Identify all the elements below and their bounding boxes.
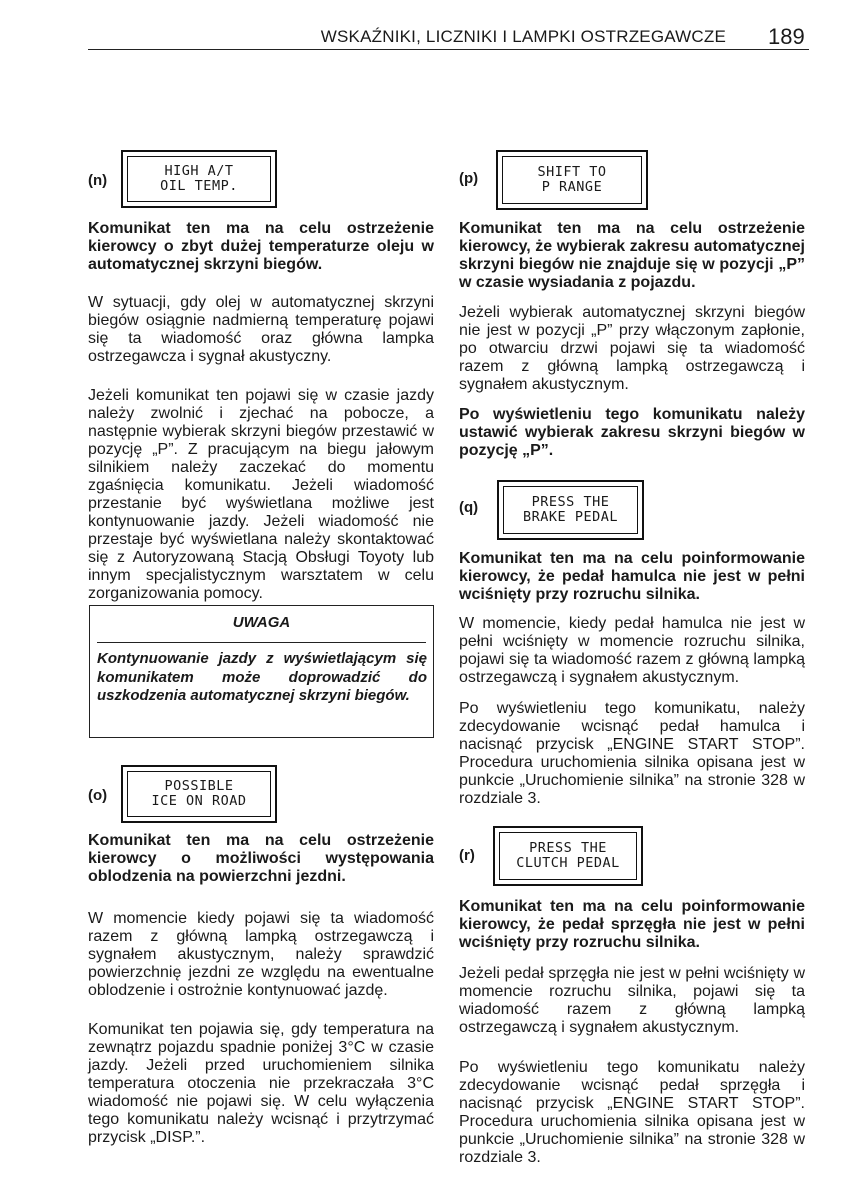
display-line-2: P RANGE <box>541 179 603 195</box>
q-paragraph-1: W momencie, kiedy pedał hamulca nie jest w pełni wciśnięty w momencie rozruchu silnika, pojawi się ta wiadomość razem z główną lampką ostrzegawczą i sygnałem akustycznym. <box>459 615 805 686</box>
o-heading: Komunikat ten ma na celu ostrzeżenie kierowcy o możliwości występowania oblodzenia na powierzchni jezdni. <box>88 832 434 885</box>
header-rule <box>88 49 809 50</box>
running-header: WSKAŹNIKI, LICZNIKI I LAMPKI OSTRZEGAWCZE <box>320 27 726 46</box>
item-label-o: (o) <box>88 787 108 804</box>
warning-title: UWAGA <box>232 614 291 631</box>
o-paragraph-1: W momencie kiedy pojawi się ta wiadomość razem z główną lampką ostrzegawczą i sygnałem akustycznym, należy sprawdzić powierzchnię jezdni ze względu na ewentualne oblodzenie i ostrożnie kontynuować jazdę. <box>88 910 434 999</box>
display-line-2: CLUTCH PEDAL <box>516 855 620 871</box>
n-paragraph-1: W sytuacji, gdy olej w automatycznej skrzyni biegów osiągnie nadmierną temperaturę pojawi się ta wiadomość oraz główna lampka ostrzegawcza i sygnał akustyczny. <box>88 294 434 365</box>
q-paragraph-2: Po wyświetleniu tego komunikatu, należy zdecydowanie wcisnąć pedał hamulca i nacisnąć przycisk „ENGINE START STOP”. Procedura uruchomienia silnika opisana jest w punkcie „Uruchomienie silnika” na stronie 328 w rozdziale 3. <box>459 700 805 807</box>
q-heading: Komunikat ten ma na celu poinformowanie kierowcy, że pedał hamulca nie jest w pełni wciśnięty przy rozruchu silnika. <box>459 550 805 603</box>
p-heading: Komunikat ten ma na celu ostrzeżenie kierowcy, że wybierak zakresu automatycznej skrzyni biegów nie znajduje się w pozycji „P” w czasie wysiadania z pojazdu. <box>459 220 805 291</box>
o-paragraph-2: Komunikat ten pojawia się, gdy temperatura na zewnątrz pojazdu spadnie poniżej 3°C w czasie jazdy. Jeżeli przed uruchomieniem silnika temperatura otoczenia nie przekraczała 3°C wiadomość nie pojawi się. W celu wyłączenia tego komunikatu należy wcisnąć i przytrzymać przycisk „DISP.”. <box>88 1021 434 1146</box>
display-high-at-oil-temp <box>121 150 277 208</box>
display-shift-to-p-range <box>496 150 648 210</box>
display-line-1: SHIFT TO <box>537 164 607 180</box>
n-paragraph-2: Jeżeli komunikat ten pojawi się w czasie jazdy należy zwolnić i zjechać na pobocze, a następnie wybierak skrzyni biegów przestawić w pozycję „P”. Z pracującym na biegu jałowym silnikiem należy zaczekać do momentu zgaśnięcia komunikatu. Jeżeli wiadomość przestanie być wyświetlana możliwe jest kontynuowanie jazdy. Jeżeli wiadomość nie przestaje być wyświetlana należy skontaktować się z Autoryzowaną Stacją Obsługi Toyoty lub innym specjalistycznym warsztatem w celu zorganizowania pomocy. <box>88 387 434 602</box>
item-label-n: (n) <box>88 172 108 189</box>
display-line-2: OIL TEMP. <box>160 178 238 194</box>
r-paragraph-2: Po wyświetleniu tego komunikatu należy zdecydowanie wcisnąć pedał sprzęgła i nacisnąć przycisk „ENGINE START STOP”. Procedura uruchomienia silnika opisana jest w punkcie „Uruchomienie silnika” na stronie 328 w rozdziale 3. <box>459 1059 805 1166</box>
display-possible-ice-on-road <box>121 765 277 823</box>
warning-box <box>89 605 434 738</box>
warning-text: Kontynuowanie jazdy z wyświetlającym się komunikatem może doprowadzić do uszkodzenia automatycznej skrzyni biegów. <box>97 650 427 705</box>
r-paragraph-1: Jeżeli pedał sprzęgła nie jest w pełni wciśnięty w momencie rozruchu silnika, pojawi się ta wiadomość razem z główną lampką ostrzegawczą i sygnałem akustycznym. <box>459 965 805 1036</box>
warning-rule <box>97 642 426 643</box>
item-label-q: (q) <box>459 499 479 516</box>
display-line-1: POSSIBLE <box>164 778 234 794</box>
display-line-2: BRAKE PEDAL <box>523 509 618 525</box>
display-line-1: PRESS THE <box>531 494 610 510</box>
display-line-1: PRESS THE <box>529 840 607 856</box>
p-paragraph-2: Po wyświetleniu tego komunikatu należy ustawić wybierak zakresu skrzyni biegów w pozycję „P”. <box>459 406 805 459</box>
display-press-the-clutch-pedal <box>493 826 643 886</box>
item-label-p: (p) <box>459 170 479 187</box>
p-paragraph-1: Jeżeli wybierak automatycznej skrzyni biegów nie jest w pozycji „P” przy włączonym zapłonie, po otwarciu drzwi pojawi się ta wiadomość razem z główną lampką ostrzegawczą i sygnałem akustycznym. <box>459 304 805 393</box>
item-label-r: (r) <box>459 847 475 864</box>
display-press-the-brake-pedal <box>497 480 644 540</box>
r-heading: Komunikat ten ma na celu poinformowanie kierowcy, że pedał sprzęgła nie jest w pełni wciśnięty przy rozruchu silnika. <box>459 898 805 951</box>
display-line-2: ICE ON ROAD <box>151 793 247 809</box>
page-number: 189 <box>768 24 805 49</box>
display-line-1: HIGH A/T <box>164 163 234 179</box>
n-heading: Komunikat ten ma na celu ostrzeżenie kierowcy o zbyt dużej temperaturze oleju w automatycznej skrzyni biegów. <box>88 220 434 273</box>
